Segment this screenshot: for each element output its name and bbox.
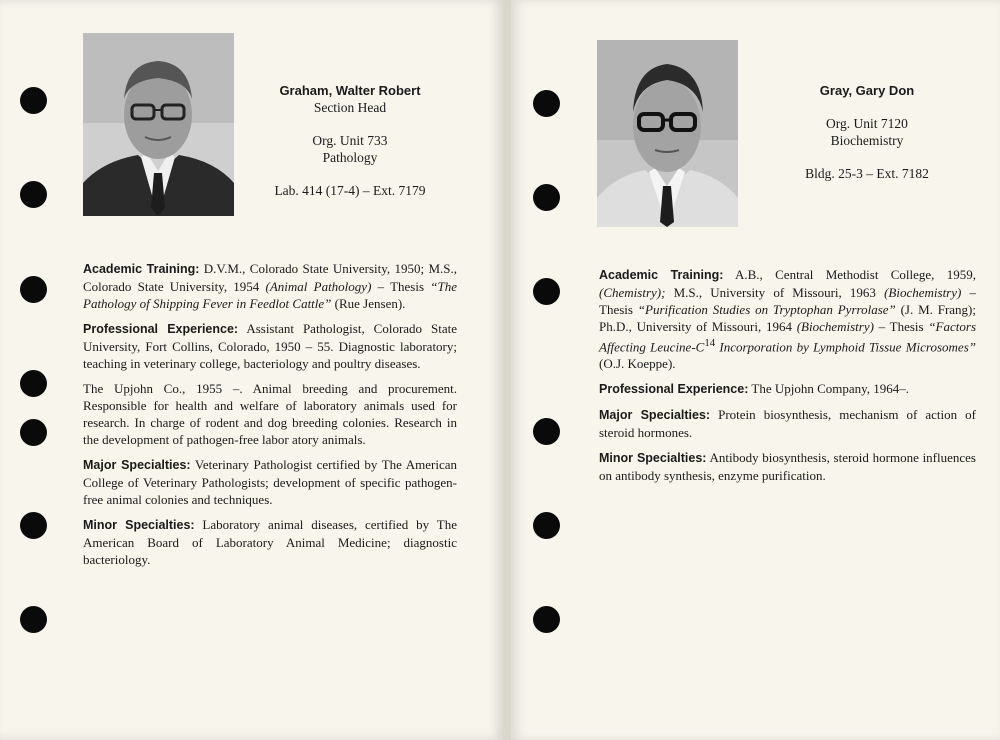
right-page (511, 0, 1000, 740)
section-heading: Minor Specialties: (83, 518, 195, 532)
text: Veterinary Pathologist certified by The American College of Veterinary Pathologists; development of specific pathogen-free animal colonies and techniques. (83, 457, 457, 507)
biography (599, 266, 976, 492)
person-title: Section Head (313, 100, 387, 115)
text: A.B., Central Methodist College, 1959, (723, 267, 977, 282)
text: Assistant Pathologist, Colorado State University, Fort Collins, Colorado, 1950 – 55. Diagnostic laboratory; teaching in veterinary college, bacteriology and poultry diseases. (83, 321, 457, 371)
binder-hole (533, 606, 560, 633)
text: “Factors Affecting Leucine-C (599, 319, 976, 355)
text: “Purification Studies on Tryptophan Pyrrolase” (637, 302, 896, 317)
department: Pathology (322, 150, 378, 165)
section-heading: Major Specialties: (83, 458, 191, 472)
text: Antibody biosynthesis, steroid hormone influences on antibody synthesis, enzyme purification. (599, 450, 976, 484)
academic-training (599, 266, 976, 372)
academic-training (83, 260, 457, 312)
binder-hole (20, 370, 47, 397)
section-heading: Academic Training: (599, 268, 724, 282)
minor-specialties (83, 516, 457, 568)
text: (Biochemistry) (884, 285, 962, 300)
department: Biochemistry (830, 133, 904, 148)
text: Laboratory animal diseases, certified by The American Board of Laboratory Animal Medicine; diagnostic bacteriology. (83, 517, 457, 567)
professional-experience (599, 380, 976, 398)
page-gutter (503, 0, 511, 740)
section-heading: Professional Experience: (83, 322, 239, 336)
text: – Thesis (371, 279, 431, 294)
text: D.V.M., Colorado State University, 1950; M.S., Colorado State University, 1954 (83, 261, 457, 294)
identity-block (767, 82, 967, 182)
superscript: 14 (704, 337, 716, 349)
minor-specialties (599, 449, 976, 484)
section-heading: Professional Experience: (599, 382, 749, 397)
location-extension: Bldg. 25-3 – Ext. 7182 (805, 166, 929, 181)
text: (Rue Jensen). (331, 296, 406, 311)
person-name: Gray, Gary Don (819, 83, 915, 98)
text: M.S., University of Missouri, 1963 (665, 285, 885, 300)
portrait-photo-graham (83, 33, 234, 216)
upjohn-paragraph: The Upjohn Co., 1955 –. Animal breeding and procurement. Responsible for health and welfare of laboratory animals used for research. In charge of rodent and dog breeding colonies. Research in the development of pathogen-free labor atory animals. (83, 381, 457, 447)
text: (O.J. Koeppe). (599, 356, 676, 372)
section-heading: Academic Training: (83, 262, 200, 276)
text: (Animal Pathology) (265, 279, 372, 294)
text: “The Pathology of Shipping Fever in Feedlot Cattle” (83, 279, 457, 311)
binder-hole (20, 419, 47, 446)
person-name: Graham, Walter Robert (279, 83, 421, 98)
binder-hole (533, 90, 560, 117)
text: – Thesis (599, 285, 977, 317)
binder-hole (20, 606, 47, 633)
professional-experience (83, 320, 457, 372)
section-heading: Minor Specialties: (599, 451, 707, 466)
binder-hole (20, 181, 47, 208)
identity-block (250, 82, 450, 199)
text: (Chemistry); (599, 285, 666, 300)
binder-hole (533, 278, 560, 305)
binder-hole (20, 276, 47, 303)
text: – Thesis (873, 319, 929, 334)
major-specialties (599, 406, 976, 441)
major-specialties (83, 456, 457, 508)
text: (J. M. Frang); Ph.D., University of Missouri, 1964 (599, 302, 976, 334)
org-unit: Org. Unit 733 (312, 133, 388, 148)
biography (83, 260, 457, 576)
text: The Upjohn Company, 1964–. (748, 381, 910, 397)
portrait-photo-gray (597, 40, 738, 227)
org-unit: Org. Unit 7120 (826, 116, 908, 131)
text: Incorporation by Lymphoid Tissue Microsomes” (715, 339, 976, 355)
binder-hole (533, 184, 560, 211)
binder-hole (533, 512, 560, 539)
binder-hole (20, 512, 47, 539)
binder-hole (533, 418, 560, 445)
location-extension: Lab. 414 (17-4) – Ext. 7179 (274, 183, 426, 198)
text: Protein biosynthesis, mechanism of action of steroid hormones. (599, 407, 976, 441)
binder-hole (20, 87, 47, 114)
section-heading: Major Specialties: (599, 408, 711, 423)
text: (Biochemistry) (796, 319, 874, 334)
